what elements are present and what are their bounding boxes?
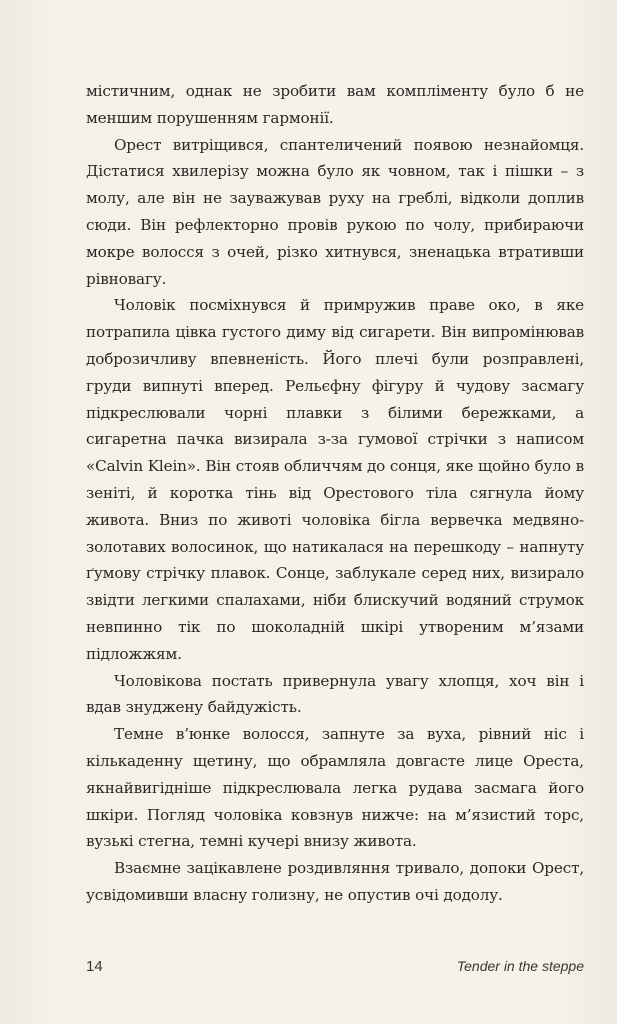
running-title: Tender in the steppe [456,958,584,974]
paragraph: Орест витріщився, спантеличений появою незнайомця. Дістатися хвилерізу можна було як човном, так і пішки – з молу, але він не зауважував руху на греблі, відколи доплив сюди. Він рефлекторно провів рукою по чолу, прибираючи мокре волосся з очей, різко хитнувся, зненацька втративши рівновагу. [86,135,584,288]
body-text [86,78,584,909]
page-footer [86,958,584,982]
paragraph: Чоловікова постать привернула увагу хлопця, хоч він і вдав знуджену байдужість. [86,671,584,717]
paragraph-continuation: містичним, однак не зробити вам компліменту було б не меншим порушенням гармонії. [86,82,584,127]
paragraph: Взаємне зацікавлене роздивляння тривало, допоки Орест, усвідомивши власну голизну, не опустив очі додолу. [86,859,584,904]
paragraph: Темне в’юнке волосся, запнуте за вуха, рівний ніс і кількаденну щетину, що обрамляла довгасте лице Ореста, якнайвигідніше підкреслювала легка рудава засмага його шкіри. Погляд чоловіка ковзнув нижче: на м’язистий торс, вузькі стегна, темні кучері внизу живота. [86,725,584,851]
page-number: 14 [86,958,103,975]
paragraph: Чоловік посміхнувся й примружив праве око, в яке потрапила цівка густого диму від сигарети. Він випромінював доброзичливу впевненість. Його плечі були розправлені, груди випнуті вперед. Рельєфну фігуру й чудову засмагу підкреслювали чорні плавки з білими бережками, а сигаретна пачка визирала з-за гумової стрічки з написом «Calvin Klein». Він стояв обличчям до сонця, яке щойно було в зеніті, й коротка тінь від Орестового тіла сягнула йому живота. Вниз по животі чоловіка бігла вервечка медвяно-золотавих волосинок, що натикалася на перешкоду – напнуту ґумову стрічку плавок. Сонце, заблукале серед них, визирало звідти легкими спалахами, ніби блискучий водяний струмок невпинно тік по шоколадній шкірі утвореним м’язами підложжям. [86,296,584,663]
